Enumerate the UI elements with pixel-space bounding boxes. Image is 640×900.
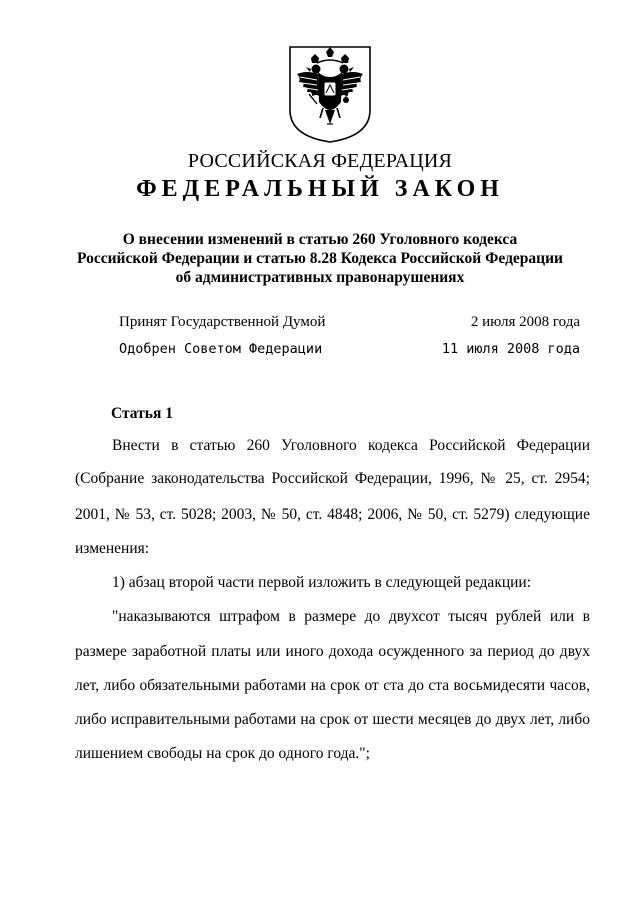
- duma-adoption-label: Принят Государственной Думой: [119, 314, 326, 330]
- article-text-line: "наказываются штрафом в размере до двухсот тысяч рублей или в: [112, 608, 590, 625]
- article-heading: Статья 1: [111, 405, 173, 422]
- article-text-line: либо исправительными работами на срок от шести месяцев до двух лет, либо: [75, 711, 590, 728]
- council-approval-label: Одобрен Советом Федерации: [119, 341, 323, 357]
- subject-line: Российской Федерации и статью 8.28 Кодекса Российской Федерации: [77, 250, 563, 267]
- article-text-line: 2001, № 53, ст. 5028; 2003, № 50, ст. 4848; 2006, № 50, ст. 5279) следующие: [75, 506, 590, 523]
- duma-adoption-date: 2 июля 2008 года: [470, 314, 580, 330]
- article-text-line: лет, либо обязательными работами на срок от ста до ста восьмидесяти часов,: [75, 677, 590, 694]
- russian-coat-of-arms-icon: [287, 44, 373, 144]
- document-type-title: ФЕДЕРАЛЬНЫЙ ЗАКОН: [136, 176, 504, 202]
- country-title: РОССИЙСКАЯ ФЕДЕРАЦИЯ: [187, 150, 453, 172]
- article-text-line: (Собрание законодательства Российской Федерации, 1996, № 25, ст. 2954;: [75, 470, 590, 487]
- article-text-line: размере заработной платы или иного дохода осужденного за период до двух: [75, 643, 590, 660]
- article-text-line: изменения:: [75, 540, 150, 557]
- article-text-line: Внести в статью 260 Уголовного кодекса Российской Федерации: [112, 437, 590, 454]
- article-text-line: 1) абзац второй части первой изложить в следующей редакции:: [112, 574, 532, 591]
- subject-line: О внесении изменений в статью 260 Уголовного кодекса: [122, 231, 518, 248]
- subject-line: об административных правонарушениях: [175, 269, 465, 286]
- council-approval-date: 11 июля 2008 года: [441, 341, 580, 357]
- article-text-line: лишением свободы на срок до одного года.";: [75, 745, 370, 762]
